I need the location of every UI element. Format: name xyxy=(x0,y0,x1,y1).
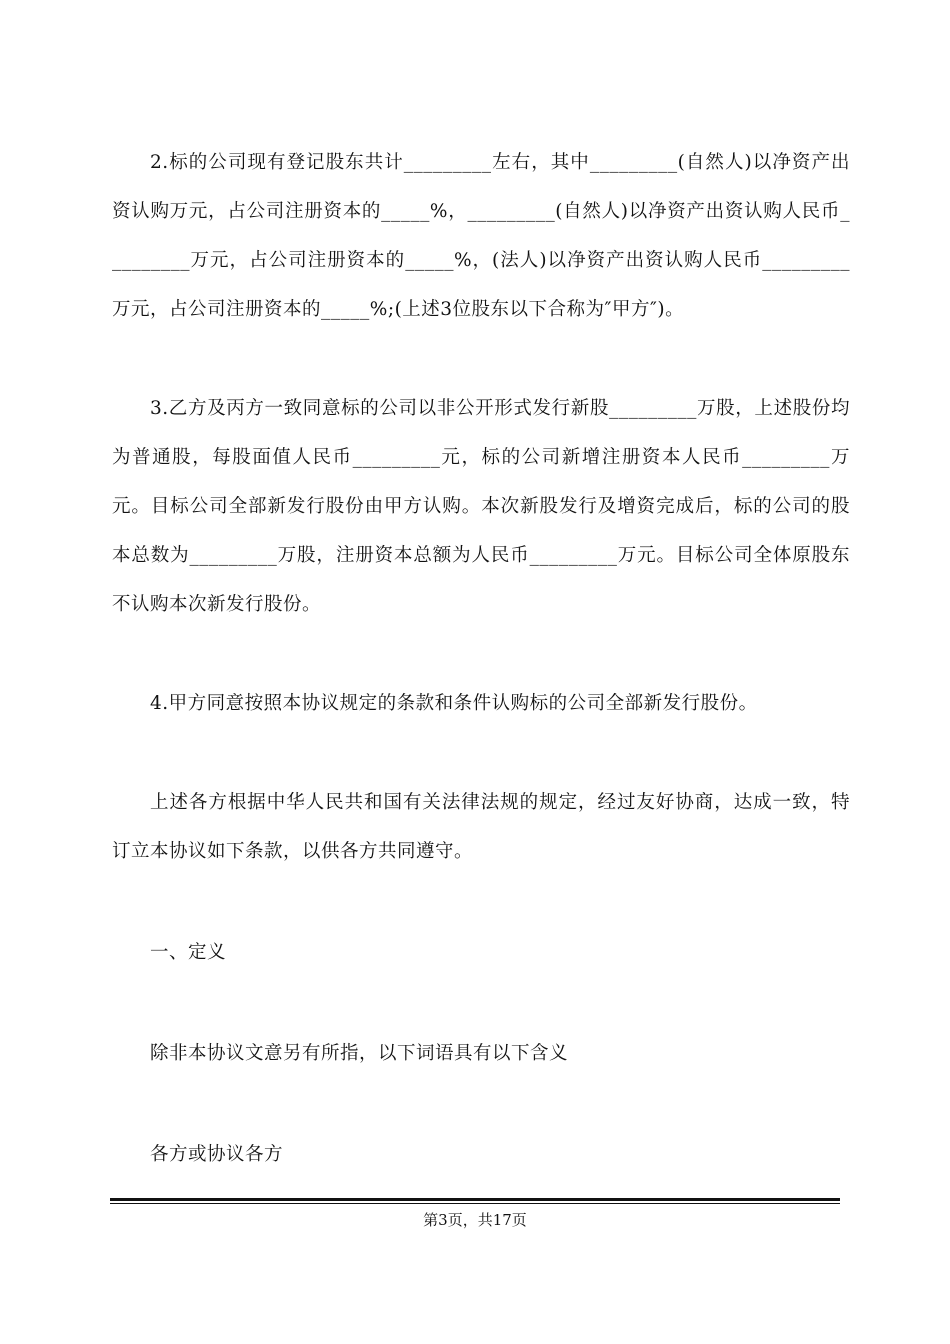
paragraph-clause-2: 2.标的公司现有登记股东共计_________左右，其中_________(自然人)以净资产出资认购万元，占公司注册资本的_____%，_________(自然人)以净资产出资认购人民币_________万元，占公司注册资本的_____%，(法人)以净资产出资认购人民币_________万元，占公司注册资本的_____%;(上述3位股东以下合称为″甲方″)。 xyxy=(112,152,850,320)
section-heading-definitions: 一、定义 xyxy=(150,942,227,963)
paragraph-clause-4: 4.甲方同意按照本协议规定的条款和条件认购标的公司全部新发行股份。 xyxy=(150,693,758,714)
footer-divider xyxy=(110,1198,840,1204)
paragraph-clause-3: 3.乙方及丙方一致同意标的公司以非公开形式发行新股_________万股，上述股份均为普通股，每股面值人民币_________元，标的公司新增注册资本人民币_________万元。目标公司全部新发行股份由甲方认购。本次新股发行及增资完成后，标的公司的股本总数为_________万股，注册资本总额为人民币_________万元。目标公司全体原股东不认购本次新发行股份。 xyxy=(112,398,850,615)
page-number: 第3页，共17页 xyxy=(423,1211,527,1229)
term-parties: 各方或协议各方 xyxy=(150,1144,284,1165)
document-body xyxy=(112,138,850,1179)
paragraph-agreement-intro: 上述各方根据中华人民共和国有关法律法规的规定，经过友好协商，达成一致，特订立本协议如下条款，以供各方共同遵守。 xyxy=(112,792,850,862)
definitions-intro: 除非本协议文意另有所指，以下词语具有以下含义 xyxy=(150,1043,569,1064)
